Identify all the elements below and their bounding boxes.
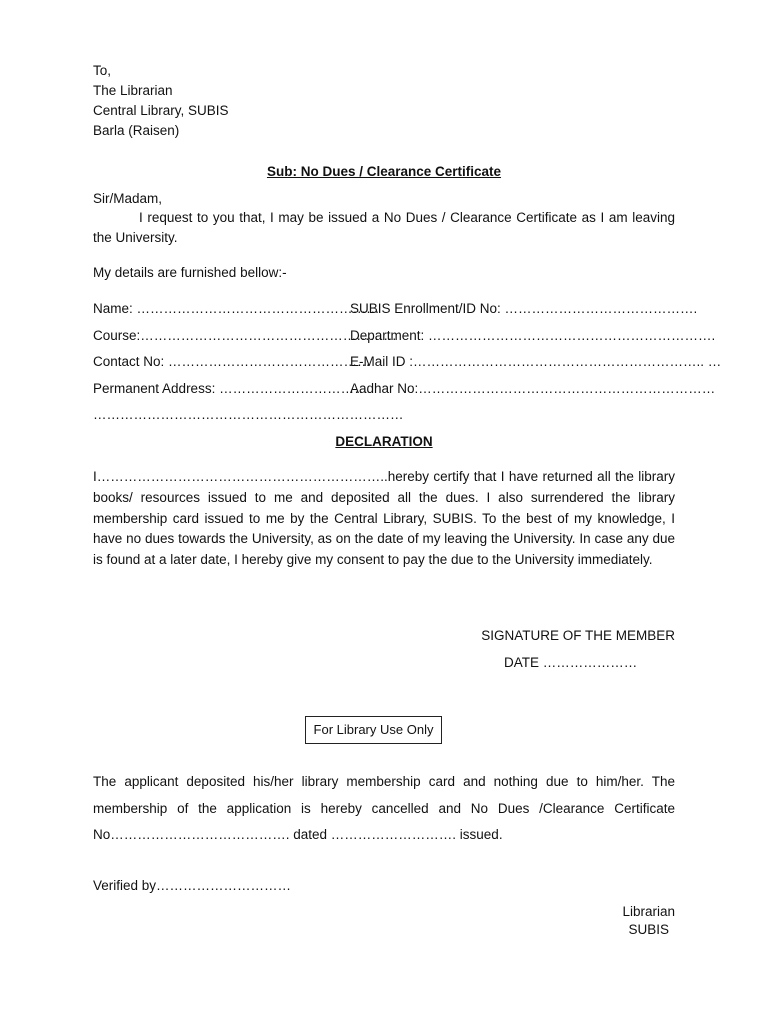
enrollment-field[interactable]: SUBIS Enrollment/ID No: ……………………………………. [350,301,698,316]
email-field[interactable]: E-Mail ID :……………………………………………………….. … [350,354,722,369]
form-page [93,0,722,1024]
signature-label: SIGNATURE OF THE MEMBER [481,628,675,643]
recipient-address [93,61,675,141]
address-line-2: Central Library, SUBIS [93,103,229,118]
librarian-signoff [622,903,675,939]
salutation: Sir/Madam, [93,191,163,206]
aadhar-field[interactable]: Aadhar No:………………………………………………………… [350,381,716,396]
address-field[interactable]: Permanent Address: …………………………… [93,381,368,396]
request-text: I request to you that, I may be issued a No Dues / Clearance Certificate as I am leaving the University. [93,210,675,245]
contact-field[interactable]: Contact No: ……………………………………… [93,354,371,369]
date-field[interactable]: DATE ………………… [504,655,638,670]
address-line-3: Barla (Raisen) [93,123,180,138]
address-continuation-field[interactable]: …………………………………………………………… [93,407,404,422]
name-field[interactable]: Name: ……………………………………………… [93,301,380,316]
librarian-title: Librarian [622,904,675,919]
details-intro: My details are furnished bellow:- [93,265,287,280]
address-line-1: The Librarian [93,83,173,98]
verified-by-field[interactable]: Verified by………………………… [93,878,292,893]
declaration-text: I………………………………………………………..hereby certify that I have returned all the library books/ resources issued to me and deposited all the dues. I also surrendered the library membership card issued to me by the Central Library, SUBIS. To the best of my knowledge, I have no dues towards the University, as on the date of my leaving the University. In case any due is found at a later date, I hereby give my consent to pay the due to the University immediately. [93,469,675,568]
librarian-org: SUBIS [628,922,669,937]
declaration-heading: DECLARATION [335,434,433,449]
subject-heading: Sub: No Dues / Clearance Certificate [266,164,502,179]
library-use-box: For Library Use Only [305,716,442,744]
library-use-text: The applicant deposited his/her library membership card and nothing due to him/her. The membership of the application is hereby cancelled and No Dues /Clearance Certificate No…………………………………. dated ………………………. issued. [93,774,675,843]
course-field[interactable]: Course:………………………………………………… [93,328,397,343]
request-paragraph [93,208,675,248]
department-field[interactable]: Department: ………………………………………………………. [350,328,716,343]
address-to: To, [93,63,112,78]
